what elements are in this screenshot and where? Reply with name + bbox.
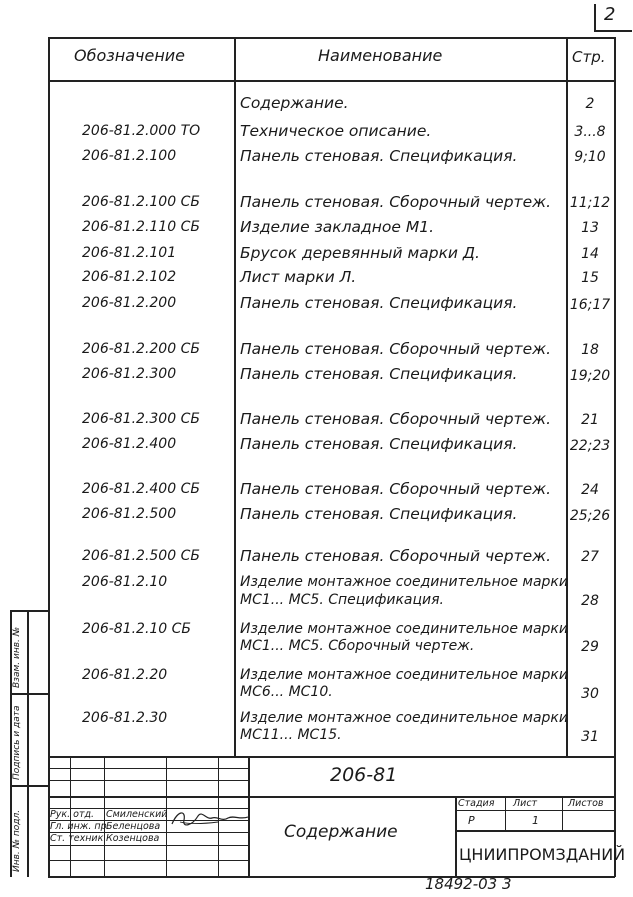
row-code: 206-81.2.10 bbox=[82, 574, 168, 590]
row-name-continued: МС1... МС5. Спецификация. bbox=[240, 592, 444, 608]
row-code: 206-81.2.100 bbox=[82, 148, 177, 164]
person-name: Беленцова bbox=[106, 821, 161, 832]
sheet-value: 1 bbox=[532, 814, 539, 827]
header-name: Наименование bbox=[318, 46, 443, 65]
side-label-vzam-inv: Взам. инв. № bbox=[12, 626, 22, 688]
row-name: Панель стеновая. Спецификация. bbox=[240, 147, 518, 165]
row-code: 206-81.2.300 bbox=[82, 366, 177, 382]
row-page: 21 bbox=[581, 412, 599, 428]
tb-grid-col-2 bbox=[104, 756, 105, 877]
row-name: Панель стеновая. Сборочный чертеж. bbox=[240, 480, 552, 498]
title-block-stage-col-1 bbox=[505, 796, 506, 830]
signature-image bbox=[168, 806, 263, 832]
title-block-code-bottom bbox=[248, 796, 615, 798]
row-page: 28 bbox=[581, 593, 599, 609]
row-code: 206-81.2.000 ТО bbox=[82, 123, 201, 139]
row-code: 206-81.2.101 bbox=[82, 245, 177, 261]
row-code: 206-81.2.200 bbox=[82, 295, 177, 311]
side-strip-inner bbox=[27, 610, 29, 877]
sheets-label: Листов bbox=[568, 798, 604, 809]
person-role: Ст. техник bbox=[50, 833, 104, 844]
frame-right bbox=[614, 37, 616, 877]
organization-name: ЦНИИПРОМЗДАНИЙ bbox=[459, 845, 626, 864]
row-code: 206-81.2.110 СБ bbox=[82, 219, 200, 235]
row-name: Лист марки Л. bbox=[240, 268, 357, 286]
row-name: Изделие закладное М1. bbox=[240, 218, 434, 236]
doc-title: Содержание bbox=[284, 822, 398, 842]
sheet-number: 2 bbox=[604, 4, 616, 25]
row-page: 25;26 bbox=[569, 508, 611, 524]
doc-code: 206-81 bbox=[330, 764, 398, 786]
row-page: 16;17 bbox=[569, 297, 611, 313]
side-strip-sep-2 bbox=[10, 785, 49, 787]
row-page: 31 bbox=[581, 729, 599, 745]
side-label-podp-data: Подпись и дата bbox=[12, 705, 22, 780]
title-block-stage-col-2 bbox=[562, 796, 563, 830]
frame-left bbox=[48, 37, 50, 877]
row-name: Панель стеновая. Сборочный чертеж. bbox=[240, 547, 552, 565]
row-name-continued: МС6... МС10. bbox=[240, 684, 333, 700]
row-code: 206-81.2.500 СБ bbox=[82, 548, 200, 564]
row-code: 206-81.2.400 bbox=[82, 436, 177, 452]
header-page: Стр. bbox=[572, 48, 606, 66]
title-block-org-divider bbox=[455, 796, 457, 877]
row-code: 206-81.2.10 СБ bbox=[82, 621, 192, 637]
title-block-top bbox=[48, 756, 615, 758]
row-code: 206-81.2.300 СБ bbox=[82, 411, 200, 427]
stage-label: Стадия bbox=[458, 798, 495, 809]
row-name: Техническое описание. bbox=[240, 122, 432, 140]
row-page: 29 bbox=[581, 639, 599, 655]
person-role: Рук. отд. bbox=[50, 809, 95, 820]
footer-number: 18492-03 3 bbox=[425, 875, 512, 893]
person-role: Гл. инж. пр. bbox=[50, 821, 110, 832]
row-code: 206-81.2.400 СБ bbox=[82, 481, 200, 497]
row-name: Панель стеновая. Спецификация. bbox=[240, 365, 518, 383]
row-name: Изделие монтажное соединительное марки bbox=[240, 667, 568, 683]
row-name: Панель стеновая. Сборочный чертеж. bbox=[240, 193, 552, 211]
col-divider-1 bbox=[234, 37, 236, 756]
row-name: Содержание. bbox=[240, 94, 349, 112]
row-code: 206-81.2.20 bbox=[82, 667, 168, 683]
row-page: 18 bbox=[581, 342, 599, 358]
sheet-label: Лист bbox=[513, 798, 538, 809]
row-name: Панель стеновая. Спецификация. bbox=[240, 435, 518, 453]
row-name: Изделие монтажное соединительное марки bbox=[240, 621, 568, 637]
header-designation: Обозначение bbox=[74, 46, 186, 65]
row-page: 22;23 bbox=[569, 438, 611, 454]
row-name: Панель стеновая. Спецификация. bbox=[240, 505, 518, 523]
title-block-stage-bottom bbox=[455, 830, 615, 832]
person-name: Козенцова bbox=[106, 833, 160, 844]
row-code: 206-81.2.200 СБ bbox=[82, 341, 200, 357]
person-name: Смиленский bbox=[106, 809, 168, 820]
frame-top bbox=[48, 37, 614, 39]
row-page: 14 bbox=[581, 246, 599, 262]
row-name-continued: МС1... МС5. Сборочный чертеж. bbox=[240, 638, 475, 654]
row-page: 27 bbox=[581, 549, 599, 565]
row-name-continued: МС11... МС15. bbox=[240, 727, 342, 743]
row-code: 206-81.2.102 bbox=[82, 269, 177, 285]
sheet-number-box-bottom bbox=[594, 30, 632, 32]
row-page: 30 bbox=[581, 686, 599, 702]
stage-value: Р bbox=[468, 814, 475, 827]
side-label-inv-podl: Инв. № подл. bbox=[12, 809, 22, 872]
side-strip-sep-1 bbox=[10, 693, 49, 695]
title-block-stage-row bbox=[455, 810, 615, 811]
row-page: 9;10 bbox=[574, 149, 606, 165]
row-name: Изделие монтажное соединительное марки bbox=[240, 710, 568, 726]
row-code: 206-81.2.100 СБ bbox=[82, 194, 200, 210]
row-page: 13 bbox=[581, 220, 599, 236]
row-page: 11;12 bbox=[569, 195, 611, 211]
row-code: 206-81.2.500 bbox=[82, 506, 177, 522]
row-name: Изделие монтажное соединительное марки bbox=[240, 574, 568, 590]
row-page: 24 bbox=[581, 482, 599, 498]
row-page: 3...8 bbox=[574, 124, 606, 140]
row-page: 19;20 bbox=[569, 368, 611, 384]
sheet-number-box-left bbox=[594, 4, 596, 31]
side-strip-top bbox=[10, 610, 49, 612]
row-name: Панель стеновая. Сборочный чертеж. bbox=[240, 410, 552, 428]
header-divider bbox=[48, 80, 615, 82]
row-code: 206-81.2.30 bbox=[82, 710, 168, 726]
row-name: Панель стеновая. Сборочный чертеж. bbox=[240, 340, 552, 358]
row-name: Панель стеновая. Спецификация. bbox=[240, 294, 518, 312]
frame-bottom bbox=[48, 876, 615, 878]
row-page: 15 bbox=[581, 270, 599, 286]
row-page: 2 bbox=[585, 96, 595, 112]
row-name: Брусок деревянный марки Д. bbox=[240, 244, 480, 262]
